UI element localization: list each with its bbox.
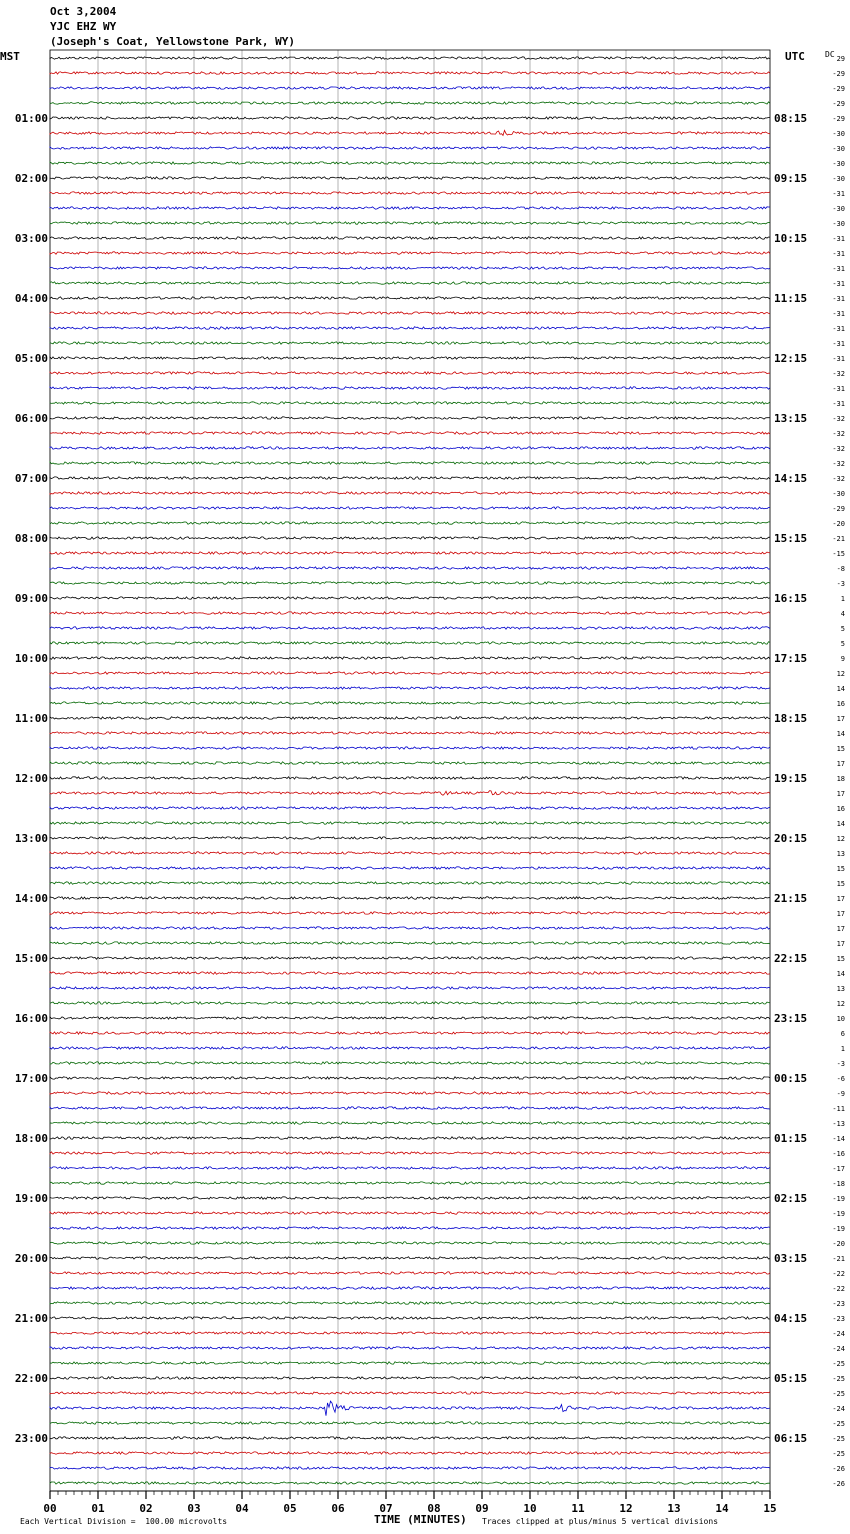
trace-line (50, 462, 770, 464)
dc-offset-label: -31 (832, 385, 845, 393)
trace-line (50, 837, 770, 839)
dc-offset-label: 15 (836, 880, 845, 888)
mst-hour-label: 21:00 (14, 1312, 48, 1325)
dc-offset-label: 14 (836, 730, 845, 738)
dc-offset-label: 17 (836, 715, 845, 723)
dc-offset-label: 18 (836, 775, 845, 783)
dc-offset-label: -30 (832, 205, 845, 213)
trace-line (50, 597, 770, 599)
utc-hour-label: 08:15 (774, 112, 808, 125)
dc-offset-label: -29 (832, 505, 845, 513)
mst-hour-label: 23:00 (14, 1432, 48, 1445)
dc-offset-label: -32 (832, 430, 845, 438)
dc-offset-label: 14 (836, 820, 845, 828)
dc-offset-label: -3 (836, 580, 845, 588)
trace-line (50, 1362, 770, 1364)
dc-offset-label: 13 (836, 985, 845, 993)
x-tick-label: 12 (619, 1502, 633, 1515)
station-code: YJC EHZ WY (50, 20, 117, 33)
trace-line (50, 1377, 770, 1379)
mst-hour-label: 02:00 (14, 172, 48, 185)
dc-offset-label: -31 (832, 265, 845, 273)
trace-line (50, 1317, 770, 1319)
dc-offset-label: 16 (836, 700, 845, 708)
utc-axis-label: UTC (785, 50, 805, 63)
trace-line (50, 687, 770, 689)
trace-line (50, 1467, 770, 1469)
trace-line (50, 432, 770, 434)
trace-line (50, 1437, 770, 1439)
trace-line (50, 1107, 770, 1109)
dc-offset-label: -8 (836, 565, 845, 573)
utc-hour-label: 06:15 (774, 1432, 808, 1445)
dc-offset-label: -25 (832, 1390, 845, 1398)
trace-line (50, 852, 770, 854)
dc-offset-label: -31 (832, 355, 845, 363)
trace-line (50, 1452, 770, 1454)
x-tick-label: 09 (475, 1502, 489, 1515)
trace-line (50, 72, 770, 74)
dc-offset-label: -30 (832, 160, 845, 168)
dc-offset-label: -31 (832, 190, 845, 198)
dc-offset-label: -32 (832, 445, 845, 453)
dc-offset-label: 17 (836, 790, 845, 798)
x-tick-label: 06 (331, 1502, 345, 1515)
dc-offset-label: 17 (836, 910, 845, 918)
mst-hour-label: 06:00 (14, 412, 48, 425)
dc-offset-label: -20 (832, 1240, 845, 1248)
dc-offset-label: 15 (836, 745, 845, 753)
dc-offset-label: -26 (832, 1465, 845, 1473)
dc-offset-label: -11 (832, 1105, 845, 1113)
x-tick-label: 00 (43, 1502, 57, 1515)
utc-hour-label: 18:15 (774, 712, 808, 725)
trace-line (50, 1032, 770, 1034)
dc-label: DC (825, 50, 835, 59)
dc-offset-label: -30 (832, 145, 845, 153)
trace-line (50, 130, 770, 135)
mst-hour-label: 12:00 (14, 772, 48, 785)
mst-hour-label: 11:00 (14, 712, 48, 725)
dc-offset-label: 5 (840, 625, 845, 633)
dc-offset-label: 13 (836, 850, 845, 858)
x-tick-label: 01 (91, 1502, 105, 1515)
mst-hour-label: 22:00 (14, 1372, 48, 1385)
trace-line (50, 177, 770, 179)
trace-line (50, 117, 770, 119)
trace-line (50, 1017, 770, 1019)
dc-offset-label: -20 (832, 520, 845, 528)
utc-hour-label: 03:15 (774, 1252, 808, 1265)
utc-hour-label: 04:15 (774, 1312, 808, 1325)
trace-line (50, 1062, 770, 1064)
dc-offset-label: -24 (832, 1345, 845, 1353)
trace-line (50, 867, 770, 869)
dc-offset-label: -31 (832, 400, 845, 408)
trace-line (50, 1227, 770, 1229)
trace-line (50, 57, 770, 59)
trace-line (50, 972, 770, 974)
station-location: (Joseph's Coat, Yellowstone Park, WY) (50, 35, 296, 48)
trace-line (50, 192, 770, 194)
dc-offset-label: -25 (832, 1375, 845, 1383)
dc-offset-label: -29 (832, 100, 845, 108)
trace-line (50, 207, 770, 209)
utc-hour-label: 15:15 (774, 532, 808, 545)
utc-hour-label: 13:15 (774, 412, 808, 425)
trace-line (50, 567, 770, 569)
dc-offset-label: 6 (840, 1030, 845, 1038)
plot-frame (50, 50, 770, 1491)
trace-line (50, 882, 770, 884)
x-tick-label: 04 (235, 1502, 249, 1515)
x-axis-label: TIME (MINUTES) (374, 1513, 467, 1526)
trace-line (50, 791, 770, 796)
x-tick-label: 14 (715, 1502, 729, 1515)
mst-hour-label: 16:00 (14, 1012, 48, 1025)
dc-offset-label: 12 (836, 1000, 845, 1008)
trace-line (50, 642, 770, 644)
trace-line (50, 237, 770, 239)
trace-line (50, 762, 770, 764)
trace-line (50, 1392, 770, 1394)
dc-offset-label: 1 (840, 595, 845, 603)
trace-line (50, 87, 770, 89)
dc-offset-label: -26 (832, 1480, 845, 1488)
trace-line (50, 1347, 770, 1349)
trace-line (50, 282, 770, 284)
dc-offset-label: -29 (832, 85, 845, 93)
dc-offset-label: -31 (832, 280, 845, 288)
trace-line (50, 387, 770, 389)
dc-offset-label: -30 (832, 490, 845, 498)
utc-hour-label: 05:15 (774, 1372, 808, 1385)
trace-line (50, 102, 770, 104)
dc-offset-label: -21 (832, 535, 845, 543)
mst-hour-label: 19:00 (14, 1192, 48, 1205)
x-tick-label: 03 (187, 1502, 201, 1515)
trace-line (50, 222, 770, 224)
utc-hour-label: 11:15 (774, 292, 808, 305)
trace-line (50, 657, 770, 659)
utc-hour-label: 16:15 (774, 592, 808, 605)
trace-line (50, 417, 770, 419)
trace-line (50, 552, 770, 554)
dc-offset-label: -31 (832, 295, 845, 303)
dc-offset-label: -14 (832, 1135, 845, 1143)
dc-offset-label: -31 (832, 235, 845, 243)
utc-hour-label: 12:15 (774, 352, 808, 365)
trace-line (50, 1332, 770, 1334)
trace-line (50, 627, 770, 629)
trace-line (50, 927, 770, 929)
trace-line (50, 1197, 770, 1199)
dc-offset-label: 12 (836, 670, 845, 678)
dc-offset-label: 10 (836, 1015, 845, 1023)
mst-hour-label: 08:00 (14, 532, 48, 545)
dc-offset-label: -19 (832, 1225, 845, 1233)
trace-line (50, 1092, 770, 1094)
dc-offset-label: 15 (836, 865, 845, 873)
trace-line (50, 1482, 770, 1484)
trace-line (50, 1047, 770, 1049)
trace-line (50, 807, 770, 809)
dc-offset-label: -32 (832, 415, 845, 423)
dc-offset-label: -32 (832, 370, 845, 378)
dc-offset-label: -25 (832, 1360, 845, 1368)
trace-line (50, 822, 770, 824)
dc-offset-label: -29 (832, 115, 845, 123)
dc-offset-label: -23 (832, 1300, 845, 1308)
trace-line (50, 717, 770, 719)
trace-line (50, 147, 770, 149)
plot-date: Oct 3,2004 (50, 5, 117, 18)
dc-offset-label: -29 (832, 70, 845, 78)
dc-offset-label: 17 (836, 940, 845, 948)
mst-hour-label: 14:00 (14, 892, 48, 905)
dc-offset-label: -30 (832, 220, 845, 228)
dc-offset-label: 17 (836, 760, 845, 768)
trace-line (50, 327, 770, 329)
utc-hour-label: 01:15 (774, 1132, 808, 1145)
trace-line (50, 1287, 770, 1289)
mst-hour-label: 10:00 (14, 652, 48, 665)
trace-line (50, 1422, 770, 1424)
dc-offset-label: -31 (832, 325, 845, 333)
dc-offset-label: -25 (832, 1420, 845, 1428)
trace-line (50, 357, 770, 359)
trace-line (50, 1401, 770, 1416)
trace-line (50, 477, 770, 479)
dc-offset-label: 4 (840, 610, 845, 618)
trace-line (50, 777, 770, 779)
x-tick-label: 11 (571, 1502, 585, 1515)
dc-offset-label: -16 (832, 1150, 845, 1158)
dc-offset-label: -19 (832, 1195, 845, 1203)
utc-hour-label: 09:15 (774, 172, 808, 185)
trace-line (50, 1182, 770, 1184)
trace-line (50, 897, 770, 899)
dc-offset-label: 14 (836, 970, 845, 978)
trace-line (50, 912, 770, 914)
dc-offset-label: -25 (832, 1450, 845, 1458)
trace-line (50, 492, 770, 494)
dc-offset-label: -13 (832, 1120, 845, 1128)
mst-hour-label: 01:00 (14, 112, 48, 125)
dc-offset-label: -22 (832, 1270, 845, 1278)
dc-offset-label: -6 (836, 1075, 845, 1083)
dc-offset-label: 1 (840, 1045, 845, 1053)
trace-line (50, 297, 770, 299)
trace-line (50, 1302, 770, 1304)
mst-hour-label: 03:00 (14, 232, 48, 245)
mst-hour-label: 17:00 (14, 1072, 48, 1085)
trace-line (50, 1077, 770, 1079)
trace-line (50, 537, 770, 539)
trace-line (50, 612, 770, 614)
trace-line (50, 267, 770, 269)
dc-offset-label: 29 (836, 55, 845, 63)
trace-line (50, 942, 770, 944)
utc-hour-label: 22:15 (774, 952, 808, 965)
trace-line (50, 1272, 770, 1274)
trace-line (50, 1212, 770, 1214)
trace-line (50, 162, 770, 164)
trace-line (50, 447, 770, 449)
trace-line (50, 312, 770, 314)
mst-hour-label: 20:00 (14, 1252, 48, 1265)
utc-hour-label: 21:15 (774, 892, 808, 905)
dc-offset-label: 15 (836, 955, 845, 963)
trace-line (50, 522, 770, 524)
trace-line (50, 402, 770, 404)
trace-line (50, 372, 770, 374)
dc-offset-label: -18 (832, 1180, 845, 1188)
x-tick-label: 15 (763, 1502, 777, 1515)
trace-line (50, 252, 770, 254)
dc-offset-label: 17 (836, 895, 845, 903)
trace-line (50, 1242, 770, 1244)
dc-offset-label: -30 (832, 175, 845, 183)
dc-offset-label: -17 (832, 1165, 845, 1173)
trace-line (50, 672, 770, 674)
dc-offset-label: -25 (832, 1435, 845, 1443)
dc-offset-label: 9 (840, 655, 845, 663)
trace-line (50, 1152, 770, 1154)
dc-offset-label: -31 (832, 340, 845, 348)
x-tick-label: 02 (139, 1502, 153, 1515)
dc-offset-label: -23 (832, 1315, 845, 1323)
trace-line (50, 342, 770, 344)
trace-line (50, 582, 770, 584)
utc-hour-label: 02:15 (774, 1192, 808, 1205)
dc-offset-label: 12 (836, 835, 845, 843)
dc-offset-label: -22 (832, 1285, 845, 1293)
dc-offset-label: 17 (836, 925, 845, 933)
utc-hour-label: 14:15 (774, 472, 808, 485)
trace-line (50, 747, 770, 749)
trace-line (50, 957, 770, 959)
dc-offset-label: -24 (832, 1405, 845, 1413)
dc-offset-label: 14 (836, 685, 845, 693)
trace-line (50, 1257, 770, 1259)
x-tick-label: 10 (523, 1502, 537, 1515)
trace-line (50, 1167, 770, 1169)
trace-line (50, 1122, 770, 1124)
utc-hour-label: 10:15 (774, 232, 808, 245)
mst-hour-label: 18:00 (14, 1132, 48, 1145)
x-tick-label: 08 (427, 1502, 441, 1515)
dc-offset-label: -21 (832, 1255, 845, 1263)
utc-hour-label: 19:15 (774, 772, 808, 785)
dc-offset-label: -15 (832, 550, 845, 558)
mst-hour-label: 04:00 (14, 292, 48, 305)
x-tick-label: 07 (379, 1502, 393, 1515)
dc-offset-label: -32 (832, 475, 845, 483)
mst-hour-label: 05:00 (14, 352, 48, 365)
dc-offset-label: -31 (832, 250, 845, 258)
mst-hour-label: 15:00 (14, 952, 48, 965)
mst-hour-label: 07:00 (14, 472, 48, 485)
trace-line (50, 1002, 770, 1004)
trace-line (50, 1137, 770, 1139)
utc-hour-label: 00:15 (774, 1072, 808, 1085)
dc-offset-label: 16 (836, 805, 845, 813)
dc-offset-label: -24 (832, 1330, 845, 1338)
utc-hour-label: 20:15 (774, 832, 808, 845)
clip-note: Traces clipped at plus/minus 5 vertical divisions (482, 1517, 719, 1526)
trace-line (50, 507, 770, 509)
mst-hour-label: 09:00 (14, 592, 48, 605)
dc-offset-label: -3 (836, 1060, 845, 1068)
utc-hour-label: 17:15 (774, 652, 808, 665)
trace-line (50, 732, 770, 734)
mst-axis-label: MST (0, 50, 20, 63)
dc-offset-label: -32 (832, 460, 845, 468)
vertical-division-note: Each Vertical Division = 100.00 microvolts (20, 1517, 228, 1526)
mst-hour-label: 13:00 (14, 832, 48, 845)
dc-offset-label: -30 (832, 130, 845, 138)
x-tick-label: 05 (283, 1502, 297, 1515)
x-tick-label: 13 (667, 1502, 681, 1515)
dc-offset-label: -19 (832, 1210, 845, 1218)
dc-offset-label: -31 (832, 310, 845, 318)
trace-line (50, 702, 770, 704)
utc-hour-label: 23:15 (774, 1012, 808, 1025)
trace-line (50, 987, 770, 989)
dc-offset-label: 5 (840, 640, 845, 648)
dc-offset-label: -9 (836, 1090, 845, 1098)
